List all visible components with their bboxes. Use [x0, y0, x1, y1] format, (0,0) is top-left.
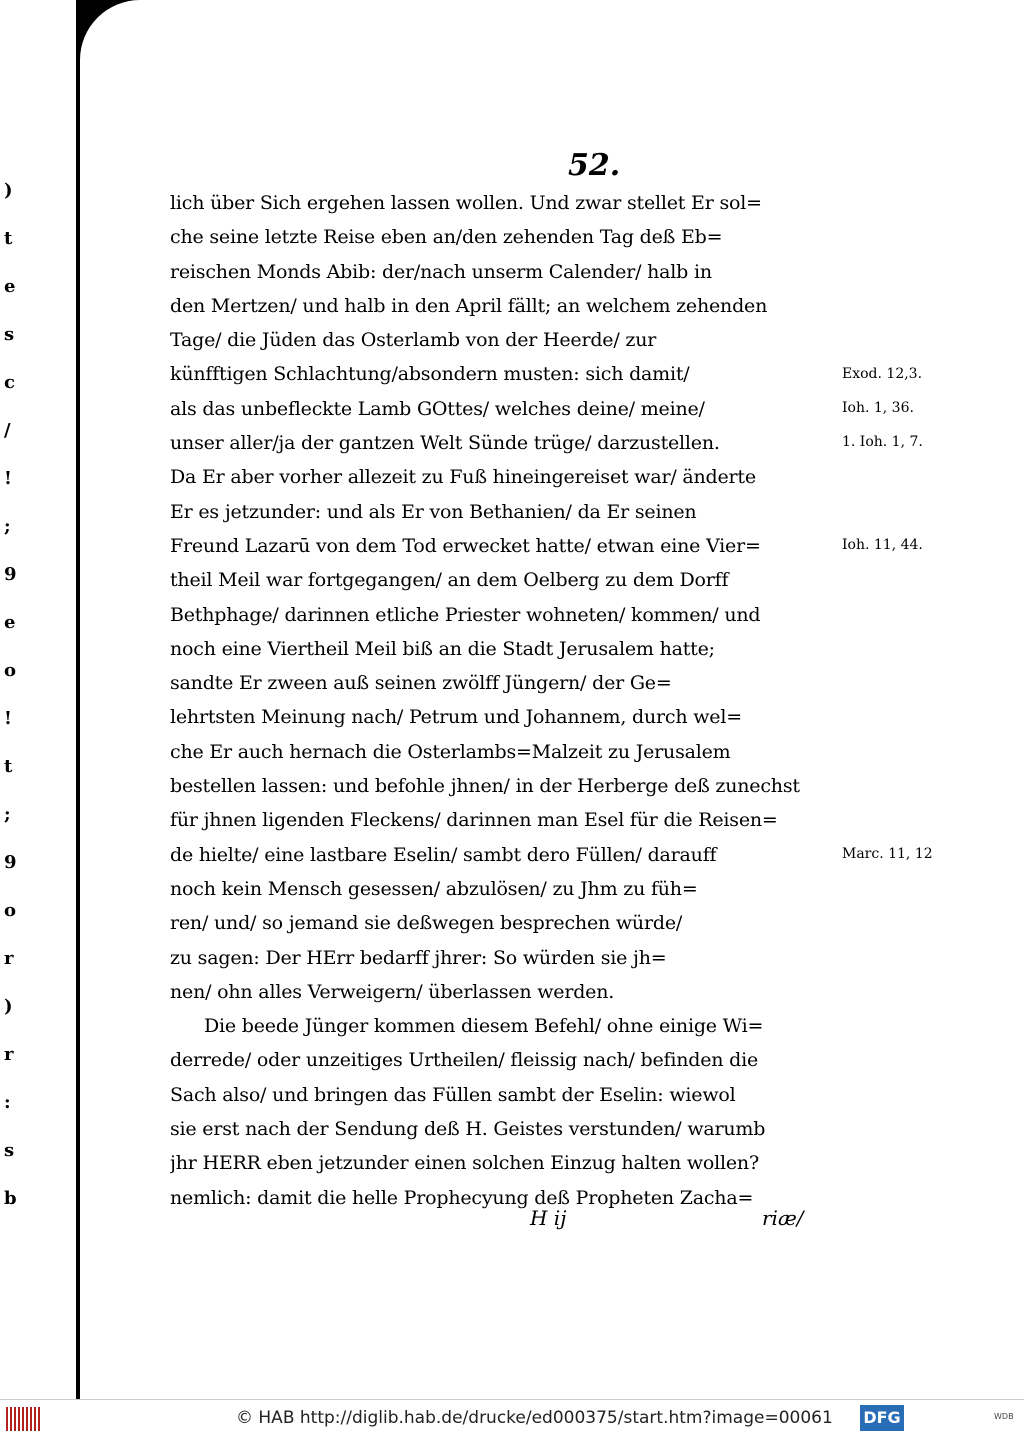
marginal-note: Ioh. 11, 44. — [842, 537, 923, 553]
wdb-mark: WDB — [994, 1412, 1014, 1421]
text-line: zu sagen: Der HErr bedarff jhrer: So würden sie jh= — [170, 946, 667, 969]
left-page-fragment: b — [4, 1188, 17, 1209]
text-line: bestellen lassen: und befohle jhnen/ in der Herberge deß zunechst — [170, 775, 800, 798]
left-page-fragment: e — [4, 276, 16, 297]
text-line: noch eine Viertheil Meil biß an die Stadt Jerusalem hatte; — [170, 637, 715, 660]
body-text — [170, 186, 850, 1215]
left-page-fragment: r — [4, 948, 14, 969]
text-line: che seine letzte Reise eben an/den zehenden Tag deß Eb= — [170, 226, 723, 249]
text-line: lich über Sich ergehen lassen wollen. Und zwar stellet Er sol= — [170, 192, 762, 214]
marginal-note: Marc. 11, 12 — [842, 845, 933, 862]
left-page-fragment: s — [4, 1140, 15, 1161]
left-page-fragment: s — [4, 324, 15, 345]
text-line: noch kein Mensch gesessen/ abzulösen/ zu Jhm zu füh= — [170, 877, 698, 900]
text-line: jhr HERR eben jetzunder einen solchen Einzug halten wollen? — [170, 1152, 759, 1175]
viewer-footer — [0, 1399, 1024, 1437]
left-page-fragment: ; — [4, 804, 11, 825]
text-line: Tage/ die Jüden das Osterlamb von der Heerde/ zur — [170, 329, 657, 352]
signature-mark: H ij — [530, 1206, 567, 1230]
left-page-fragment: / — [4, 420, 11, 441]
left-page-fragment: c — [4, 372, 15, 393]
text-line: Sach also/ und bringen das Füllen sambt der Eselin: wiewol — [170, 1083, 736, 1106]
left-page-edge — [0, 0, 76, 1400]
dfg-logo[interactable]: DFG — [860, 1405, 904, 1431]
text-line: Da Er aber vorher allezeit zu Fuß hineingereiset war/ änderte — [170, 466, 756, 489]
left-page-fragment: ! — [4, 708, 12, 729]
text-line: che Er auch hernach die Osterlambs=Malzeit zu Jerusalem — [170, 740, 731, 763]
left-page-fragment: e — [4, 612, 16, 633]
text-line: theil Meil war fortgegangen/ an dem Oelberg zu dem Dorff — [170, 569, 729, 592]
text-line: den Mertzen/ und halb in den April fällt; an welchem zehenden — [170, 294, 768, 317]
text-line: Die beede Jünger kommen diesem Befehl/ ohne einige Wi= — [204, 1015, 764, 1038]
copyright-link[interactable]: © HAB http://diglib.hab.de/drucke/ed000375/start.htm?image=00061 — [236, 1408, 833, 1428]
left-page-fragment: ; — [4, 516, 11, 537]
text-line: derrede/ oder unzeitiges Urtheilen/ fleissig nach/ befinden die — [170, 1049, 759, 1072]
left-page-fragment: o — [4, 900, 17, 921]
text-line: unser aller/ja der gantzen Welt Sünde trüge/ darzustellen. — [170, 432, 720, 455]
barcode-icon — [6, 1407, 40, 1431]
text-line: als das unbefleckte Lamb GOttes/ welches deine/ meine/ — [170, 397, 705, 420]
marginal-note: Ioh. 1, 36. — [842, 399, 914, 416]
left-page-fragment: o — [4, 660, 17, 681]
text-line: de hielte/ eine lastbare Eselin/ sambt dero Füllen/ darauff — [170, 843, 717, 866]
catchword: riæ/ — [762, 1206, 804, 1230]
marginal-note: Exod. 12,3. — [842, 365, 923, 382]
text-line: künfftigen Schlachtung/absondern musten: sich damit/ — [170, 363, 690, 386]
text-line: Bethphage/ darinnen etliche Priester wohneten/ kommen/ und — [170, 603, 761, 626]
text-line: reischen Monds Abib: der/nach unserm Calender/ halb in — [170, 260, 712, 283]
text-line: ren/ und/ so jemand sie deßwegen besprechen würde/ — [170, 912, 683, 935]
left-page-fragment: ) — [4, 180, 13, 201]
left-page-fragment: 9 — [4, 564, 17, 585]
left-page-fragment: 9 — [4, 852, 17, 873]
text-line: Freund Lazarū von dem Tod erwecket hatte/ etwan eine Vier= — [170, 534, 761, 557]
text-line: Er es jetzunder: und als Er von Bethanien/ da Er seinen — [170, 500, 697, 523]
text-line: für jhnen ligenden Fleckens/ darinnen man Esel für die Reisen= — [170, 809, 778, 832]
text-line: sie erst nach der Sendung deß H. Geistes verstunden/ warumb — [170, 1118, 766, 1141]
left-page-fragment: r — [4, 1044, 14, 1065]
text-line: nen/ ohn alles Verweigern/ überlassen werden. — [170, 980, 615, 1003]
page-number: 52. — [568, 148, 621, 183]
text-line: lehrtsten Meinung nach/ Petrum und Johannem, durch wel= — [170, 706, 742, 729]
left-page-fragment: t — [4, 228, 13, 249]
marginal-note: 1. Ioh. 1, 7. — [842, 434, 923, 451]
left-page-fragment: ! — [4, 468, 12, 489]
left-page-fragment: t — [4, 756, 13, 777]
text-line: sandte Er zween auß seinen zwölff Jüngern/ der Ge= — [170, 672, 672, 695]
text-line: nemlich: damit die helle Prophecyung deß Propheten Zacha= — [170, 1186, 754, 1209]
left-page-fragment: : — [4, 1092, 11, 1113]
left-page-fragment: ) — [4, 996, 13, 1017]
